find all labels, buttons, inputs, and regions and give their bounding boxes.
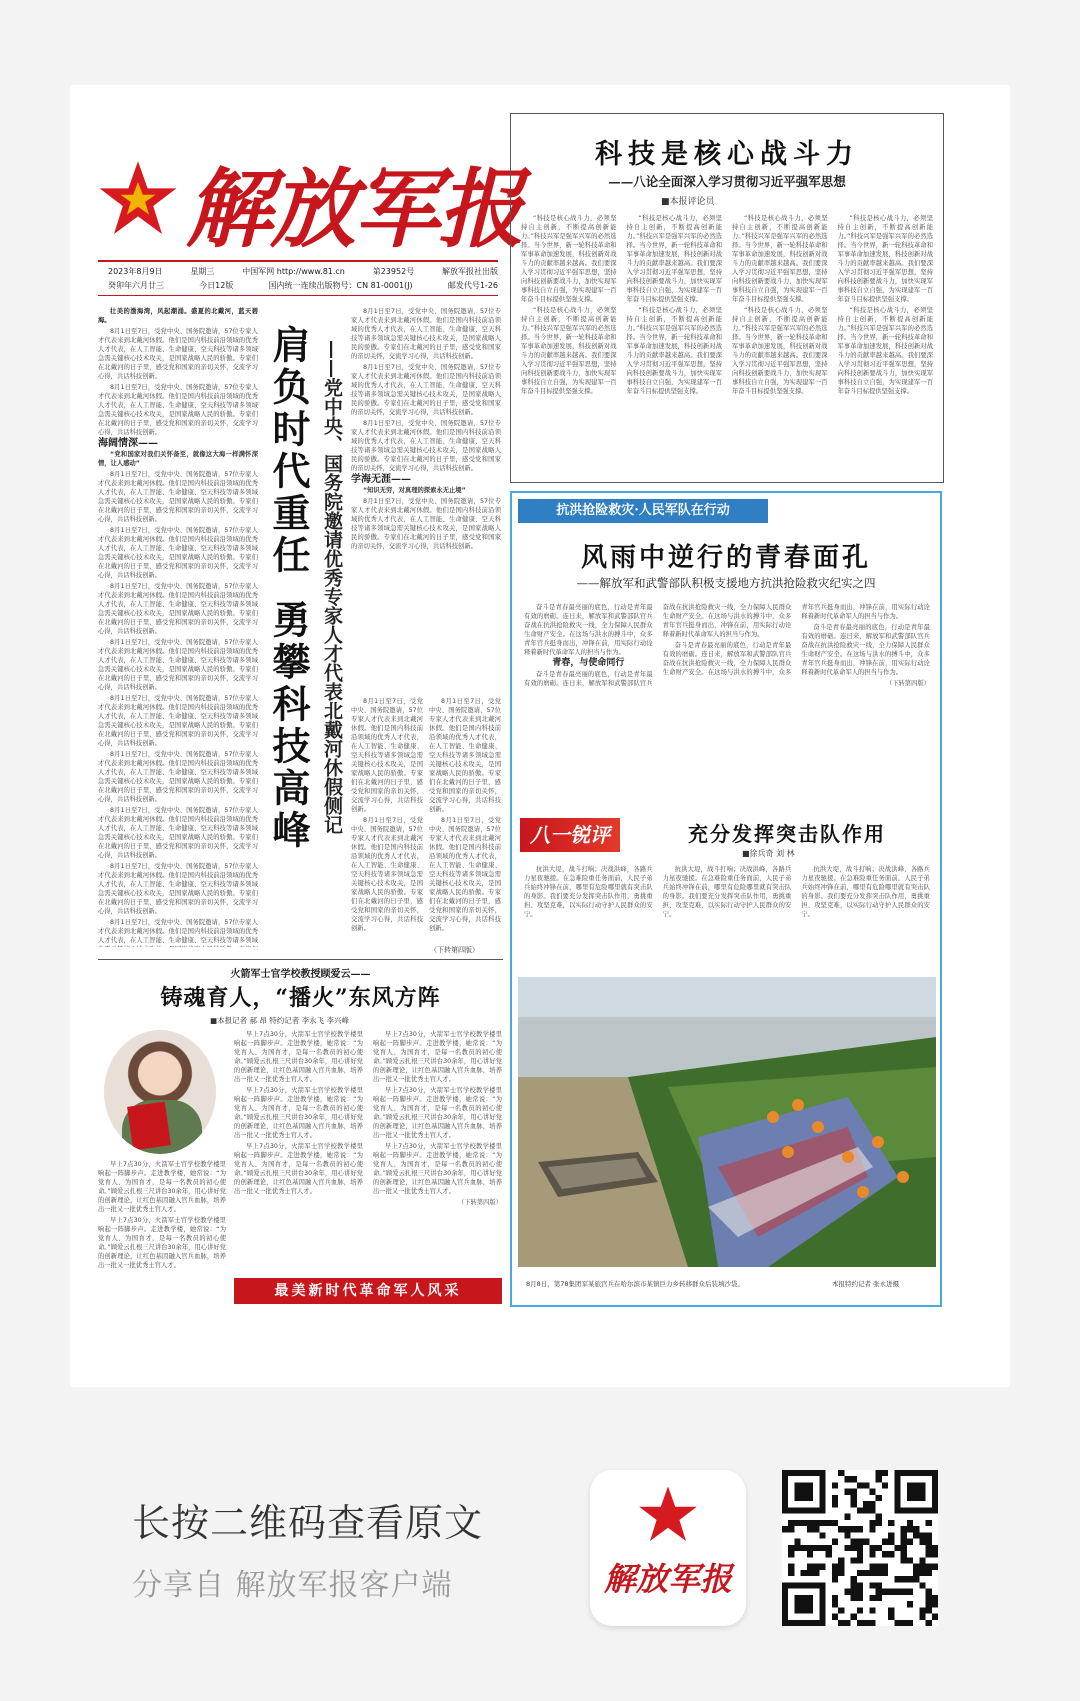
- postal-code: 邮发代号1-26: [447, 281, 498, 290]
- masthead-info: [108, 265, 498, 293]
- photo-caption: 8月8日，第78集团军某旅官兵在哈尔滨市某镇巨力乡转移群众后装填沙袋。: [526, 1280, 745, 1288]
- qr-code[interactable]: [782, 1470, 938, 1626]
- rocket-body-left: 早上7点30分，火箭军士官学校教学楼里响起一阵脚步声。走进教学楼，她常说：“为党育人、为国育才，是每一名教员的初心使命。”顾爱云扎根三尺讲台30余年，用心讲好党的创新理论，让红色基因融入官兵血脉，培养出一批又一批优秀士官人才。 早上7点30分，火箭军士官学校教学楼里响起一阵脚步声。走进教学楼，她常说：“为党育人、为国育才，是每一名教员的初心使命。”顾爱云扎根三尺讲台30余年，用心讲好党的创新理论，让红色基因融入官兵血脉，培养出一批又一批优秀士官人才。: [98, 1161, 226, 1269]
- rocket-byline: ■本报记者 郝 昂 特约记者 李永飞 李兴峰: [210, 1016, 350, 1025]
- app-name: 解放军报: [603, 1560, 732, 1598]
- sidebar-quote-1: “党和国家对我们关怀备至，就像这大海一样满怀深情，让人感动”: [98, 451, 258, 467]
- page-count: 今日12版: [199, 281, 234, 290]
- app-icon[interactable]: [590, 1470, 746, 1626]
- masthead-title: 解放军报: [186, 159, 522, 260]
- cn-number: 国内统一连续出版物号：CN 81-0001(J): [268, 281, 413, 290]
- commentary-byline: ■本报评论员: [661, 197, 715, 207]
- qr-code-icon: [782, 1470, 938, 1626]
- issue-number: 第23952号: [372, 267, 415, 276]
- photo-credit: 本报特约记者 张永进摄: [832, 1280, 900, 1288]
- commentary-box: [510, 113, 944, 483]
- masthead: [98, 130, 522, 270]
- sidebar-head-1: 海阔情深——: [98, 438, 158, 449]
- lead-headline-1: 肩负时代重任: [266, 325, 311, 577]
- lead-lower-columns: 8月1日至7日，受党中央、国务院邀请，57位专家人才代表来到北戴河休假。他们是国内科技前沿领域的优秀人才代表，在人工智能、生命健康、空天科技等诸多领域急需关键核心技术攻关，是国家战略人民的骄傲。专家们在北戴河的日子里，感受党和国家的亲切关怀，交流学习心得，共话科技创新。 8月1日至7日，受党中央、国务院邀请，57位专家人才代表来到北戴河休假。他们是国内科技前沿领域的优秀人才代表，在人工智能、生命健康、空天科技等诸多领域急需关键核心技术攻关，是国家战略人民的骄傲。专家们在北戴河的日子里，感受党和国家的亲切关怀，交流学习心得，共话科技创新。 8月1日至7日，受党中央、国务院邀请，57位专家人才代表来到北戴河休假。他们是国内科技前沿领域的优秀人才代表，在人工智能、生命健康、空天科技等诸多领域急需关键核心技术攻关，是国家战略人民的骄傲。专家们在北戴河的日子里，感受党和国家的亲切关怀，交流学习心得，共话科技创新。 8月1日至7日，受党中央、国务院邀请，57位专家人才代表来到北戴河休假。他们是国内科技前沿领域的优秀人才代表，在人工智能、生命健康、空天科技等诸多领域急需关键核心技术攻关，是国家战略人民的骄傲。专家们在北戴河的日子里，感受党和国家的亲切关怀，交流学习心得，共话科技创新。: [351, 698, 501, 932]
- red-star-icon: [638, 1484, 698, 1544]
- lead-mid-column: 8月1日至7日，受党中央、国务院邀请，57位专家人才代表来到北戴河休假。他们是国内科技前沿领域的优秀人才代表，在人工智能、生命健康、空天科技等诸多领域急需关键核心技术攻关，是国家战略人民的骄傲。专家们在北戴河的日子里，感受党和国家的亲切关怀，交流学习心得，共话科技创新。 8月1日至7日，受党中央、国务院邀请，57位专家人才代表来到北戴河休假。他们是国内科技前沿领域的优秀人才代表，在人工智能、生命健康、空天科技等诸多领域急需关键核心技术攻关，是国家战略人民的骄傲。专家们在北戴河的日子里，感受党和国家的亲切关怀，交流学习心得，共话科技创新。 8月1日至7日，受党中央、国务院邀请，57位专家人才代表来到北戴河休假。他们是国内科技前沿领域的优秀人才代表，在人工智能、生命健康、空天科技等诸多领域急需关键核心技术攻关，是国家战略人民的骄傲。专家们在北戴河的日子里，感受党和国家的亲切关怀，交流学习心得，共话科技创新。 学海无涯—— “知识无穷，对真理的探索永无止境” 8月1日至7日，受党中央、国务院邀请，57位专家人才代表来到北戴河休假。他们是国内科技前沿领域的优秀人才代表，在人工智能、生命健康、空天科技等诸多领域急需关键核心技术攻关，是国家战略人民的骄傲。专家们在北戴河的日子里，感受党和国家的亲切关怀，交流学习心得，共话科技创新。: [351, 308, 501, 550]
- rocket-footer-banner: 最美新时代革命军人风采: [234, 1278, 502, 1304]
- rocket-body-right: 早上7点30分，火箭军士官学校教学楼里响起一阵脚步声。走进教学楼，她常说：“为党育人、为国育才，是每一名教员的初心使命。”顾爱云扎根三尺讲台30余年，用心讲好党的创新理论，让红色基因融入官兵血脉，培养出一批又一批优秀士官人才。 早上7点30分，火箭军士官学校教学楼里响起一阵脚步声。走进教学楼，她常说：“为党育人、为国育才，是每一名教员的初心使命。”顾爱云扎根三尺讲台30余年，用心讲好党的创新理论，让红色基因融入官兵血脉，培养出一批又一批优秀士官人才。 早上7点30分，火箭军士官学校教学楼里响起一阵脚步声。走进教学楼，她常说：“为党育人、为国育才，是每一名教员的初心使命。”顾爱云扎根三尺讲台30余年，用心讲好党的创新理论，让红色基因融入官兵血脉，培养出一批又一批优秀士官人才。 早上7点30分，火箭军士官学校教学楼里响起一阵脚步声。走进教学楼，她常说：“为党育人、为国育才，是每一名教员的初心使命。”顾爱云扎根三尺讲台30余年，用心讲好党的创新理论，让红色基因融入官兵血脉，培养出一批又一批优秀士官人才。 早上7点30分，火箭军士官学校教学楼里响起一阵脚步声。走进教学楼，她常说：“为党育人、为国育才，是每一名教员的初心使命。”顾爱云扎根三尺讲台30余年，用心讲好党的创新理论，让红色基因融入官兵血脉，培养出一批又一批优秀士官人才。 早上7点30分，火箭军士官学校教学楼里响起一阵脚步声。走进教学楼，她常说：“为党育人、为国育才，是每一名教员的初心使命。”顾爱云扎根三尺讲台30余年，用心讲好党的创新理论，让红色基因融入官兵血脉，培养出一批又一批优秀士官人才。 （下转第四版）: [234, 1031, 502, 1206]
- commentary-body: “科技是核心战斗力，必须坚持自主创新，不断提高创新能力。”科技兴军是强军兴军的必然选择。当今世界，新一轮科技革命和军事革命加速发展，科技创新对战斗力的贡献率越来越高。我们要深入学习贯彻习近平强军思想，坚持向科技创新要战斗力，加快实现军事科技自立自强，为实现建军一百年奋斗目标提供坚强支撑。 “科技是核心战斗力，必须坚持自主创新，不断提高创新能力。”科技兴军是强军兴军的必然选择。当今世界，新一轮科技革命和军事革命加速发展，科技创新对战斗力的贡献率越来越高。我们要深入学习贯彻习近平强军思想，坚持向科技创新要战斗力，加快实现军事科技自立自强，为实现建军一百年奋斗目标提供坚强支撑。 “科技是核心战斗力，必须坚持自主创新，不断提高创新能力。”科技兴军是强军兴军的必然选择。当今世界，新一轮科技革命和军事革命加速发展，科技创新对战斗力的贡献率越来越高。我们要深入学习贯彻习近平强军思想，坚持向科技创新要战斗力，加快实现军事科技自立自强，为实现建军一百年奋斗目标提供坚强支撑。 “科技是核心战斗力，必须坚持自主创新，不断提高创新能力。”科技兴军是强军兴军的必然选择。当今世界，新一轮科技革命和军事革命加速发展，科技创新对战斗力的贡献率越来越高。我们要深入学习贯彻习近平强军思想，坚持向科技创新要战斗力，加快实现军事科技自立自强，为实现建军一百年奋斗目标提供坚强支撑。 “科技是核心战斗力，必须坚持自主创新，不断提高创新能力。”科技兴军是强军兴军的必然选择。当今世界，新一轮科技革命和军事革命加速发展，科技创新对战斗力的贡献率越来越高。我们要深入学习贯彻习近平强军思想，坚持向科技创新要战斗力，加快实现军事科技自立自强，为实现建军一百年奋斗目标提供坚强支撑。 “科技是核心战斗力，必须坚持自主创新，不断提高创新能力。”科技兴军是强军兴军的必然选择。当今世界，新一轮科技革命和军事革命加速发展，科技创新对战斗力的贡献率越来越高。我们要深入学习贯彻习近平强军思想，坚持向科技创新要战斗力，加快实现军事科技自立自强，为实现建军一百年奋斗目标提供坚强支撑。 “科技是核心战斗力，必须坚持自主创新，不断提高创新能力。”科技兴军是强军兴军的必然选择。当今世界，新一轮科技革命和军事革命加速发展，科技创新对战斗力的贡献率越来越高。我们要深入学习贯彻习近平强军思想，坚持向科技创新要战斗力，加快实现军事科技自立自强，为实现建军一百年奋斗目标提供坚强支撑。 “科技是核心战斗力，必须坚持自主创新，不断提高创新能力。”科技兴军是强军兴军的必然选择。当今世界，新一轮科技革命和军事革命加速发展，科技创新对战斗力的贡献率越来越高。我们要深入学习贯彻习近平强军思想，坚持向科技创新要战斗力，加快实现军事科技自立自强，为实现建军一百年奋斗目标提供坚强支撑。: [521, 215, 933, 395]
- yirui-badge: 八一锐评: [520, 818, 620, 852]
- flood-section-title: 青春，与使命同行: [552, 658, 625, 668]
- flood-body: 奋斗是青春最亮丽的底色，行动是青年最有效的磨砺。连日来，解放军和武警部队官兵奋战在抗洪抢险救灾一线，全力保障人民群众生命财产安全。在这场与洪水的搏斗中，众多青年官兵挺身而出，冲锋在前，用实际行动诠释着新时代革命军人的担当与作为。 青春，与使命同行 奋斗是青春最亮丽的底色，行动是青年最有效的磨砺。连日来，解放军和武警部队官兵奋战在抗洪抢险救灾一线，全力保障人民群众生命财产安全。在这场与洪水的搏斗中，众多青年官兵挺身而出，冲锋在前，用实际行动诠释着新时代革命军人的担当与作为。 奋斗是青春最亮丽的底色，行动是青年最有效的磨砺。连日来，解放军和武警部队官兵奋战在抗洪抢险救灾一线，全力保障人民群众生命财产安全。在这场与洪水的搏斗中，众多青年官兵挺身而出，冲锋在前，用实际行动诠释着新时代革命军人的担当与作为。 奋斗是青春最亮丽的底色，行动是青年最有效的磨砺。连日来，解放军和武警部队官兵奋战在抗洪抢险救灾一线，全力保障人民群众生命财产安全。在这场与洪水的搏斗中，众多青年官兵挺身而出，冲锋在前，用实际行动诠释着新时代革命军人的担当与作为。 （下转第四版）: [524, 604, 930, 687]
- teacher-portrait: [104, 1030, 216, 1154]
- lead-deck: ——党中央、国务院邀请优秀专家人才代表北戴河休假侧记: [321, 340, 343, 834]
- lunar-date: 癸卯年六月廿三: [108, 281, 164, 290]
- lead-intro: 壮美的渤海湾，风起潮涌。盛夏的北戴河，蓝天碧海。: [98, 308, 258, 324]
- issue-weekday: 星期三: [190, 267, 215, 276]
- issue-date: 2023年8月9日: [108, 267, 163, 276]
- lead-left-column: 壮美的渤海湾，风起潮涌。盛夏的北戴河，蓝天碧海。 8月1日至7日，受党中央、国务院邀请，57位专家人才代表来到北戴河休假。他们是国内科技前沿领域的优秀人才代表，在人工智能、生命健康、空天科技等诸多领域急需关键核心技术攻关，是国家战略人民的骄傲。专家们在北戴河的日子里，感受党和国家的亲切关怀，交流学习心得，共话科技创新。 8月1日至7日，受党中央、国务院邀请，57位专家人才代表来到北戴河休假。他们是国内科技前沿领域的优秀人才代表，在人工智能、生命健康、空天科技等诸多领域急需关键核心技术攻关，是国家战略人民的骄傲。专家们在北戴河的日子里，感受党和国家的亲切关怀，交流学习心得，共话科技创新。 海阔情深—— “党和国家对我们关怀备至，就像这大海一样满怀深情，让人感动” 8月1日至7日，受党中央、国务院邀请，57位专家人才代表来到北戴河休假。他们是国内科技前沿领域的优秀人才代表，在人工智能、生命健康、空天科技等诸多领域急需关键核心技术攻关，是国家战略人民的骄傲。专家们在北戴河的日子里，感受党和国家的亲切关怀，交流学习心得，共话科技创新。 8月1日至7日，受党中央、国务院邀请，57位专家人才代表来到北戴河休假。他们是国内科技前沿领域的优秀人才代表，在人工智能、生命健康、空天科技等诸多领域急需关键核心技术攻关，是国家战略人民的骄傲。专家们在北戴河的日子里，感受党和国家的亲切关怀，交流学习心得，共话科技创新。 8月1日至7日，受党中央、国务院邀请，57位专家人才代表来到北戴河休假。他们是国内科技前沿领域的优秀人才代表，在人工智能、生命健康、空天科技等诸多领域急需关键核心技术攻关，是国家战略人民的骄傲。专家们在北戴河的日子里，感受党和国家的亲切关怀，交流学习心得，共话科技创新。 8月1日至7日，受党中央、国务院邀请，57位专家人才代表来到北戴河休假。他们是国内科技前沿领域的优秀人才代表，在人工智能、生命健康、空天科技等诸多领域急需关键核心技术攻关，是国家战略人民的骄傲。专家们在北戴河的日子里，感受党和国家的亲切关怀，交流学习心得，共话科技创新。 8月1日至7日，受党中央、国务院邀请，57位专家人才代表来到北戴河休假。他们是国内科技前沿领域的优秀人才代表，在人工智能、生命健康、空天科技等诸多领域急需关键核心技术攻关，是国家战略人民的骄傲。专家们在北戴河的日子里，感受党和国家的亲切关怀，交流学习心得，共话科技创新。 8月1日至7日，受党中央、国务院邀请，57位专家人才代表来到北戴河休假。他们是国内科技前沿领域的优秀人才代表，在人工智能、生命健康、空天科技等诸多领域急需关键核心技术攻关，是国家战略人民的骄傲。专家们在北戴河的日子里，感受党和国家的亲切关怀，交流学习心得，共话科技创新。 8月1日至7日，受党中央、国务院邀请，57位专家人才代表来到北戴河休假。他们是国内科技前沿领域的优秀人才代表，在人工智能、生命健康、空天科技等诸多领域急需关键核心技术攻关，是国家战略人民的骄傲。专家们在北戴河的日子里，感受党和国家的亲切关怀，交流学习心得，共话科技创新。 8月1日至7日，受党中央、国务院邀请，57位专家人才代表来到北戴河休假。他们是国内科技前沿领域的优秀人才代表，在人工智能、生命健康、空天科技等诸多领域急需关键核心技术攻关，是国家战略人民的骄傲。专家们在北戴河的日子里，感受党和国家的亲切关怀，交流学习心得，共话科技创新。 8月1日至7日，受党中央、国务院邀请，57位专家人才代表来到北戴河休假。他们是国内科技前沿领域的优秀人才代表，在人工智能、生命健康、空天科技等诸多领域: [98, 308, 258, 944]
- yirui-body: 抗洪大堤，战斗打响；决战洪峰，各路兵力星夜驰援。在急难险重任务面前，人民子弟兵始终冲锋在前，哪里有危险哪里就有突击队的身影。我们要充分发挥突击队作用，勇挑重担、攻坚克难，以实际行动守护人民群众的安宁。 抗洪大堤，战斗打响；决战洪峰，各路兵力星夜驰援。在急难险重任务面前，人民子弟兵始终冲锋在前，哪里有危险哪里就有突击队的身影。我们要充分发挥突击队作用，勇挑重担、攻坚克难，以实际行动守护人民群众的安宁。 抗洪大堤，战斗打响；决战洪峰，各路兵力星夜驰援。在急难险重任务面前，人民子弟兵始终冲锋在前，哪里有危险哪里就有突击队的身影。我们要充分发挥突击队作用，勇挑重担、攻坚克难，以实际行动守护人民群众的安宁。: [524, 866, 930, 918]
- rocket-headline: 铸魂育人，“播火”东风方阵: [160, 985, 441, 1011]
- red-star-logo: [98, 158, 178, 238]
- newspaper-page: [70, 85, 1010, 1387]
- publisher: 解放军报社出版: [442, 267, 498, 276]
- lead-headline-2: 勇攀科技高峰: [266, 600, 311, 852]
- website: 中国军网 http://www.81.cn: [242, 267, 345, 276]
- rocket-kicker: 火箭军士官学校教授顾爱云——: [230, 969, 371, 980]
- flood-headline: 风雨中逆行的青春面孔: [580, 543, 871, 573]
- flood-banner: 抗洪抢险救灾·人民军队在行动: [518, 499, 768, 523]
- flood-photo: [518, 977, 936, 1267]
- share-from: 分享自 解放军报客户端: [132, 1568, 453, 1603]
- commentary-subhead: ——八论全面深入学习贯彻习近平强军思想: [608, 174, 846, 189]
- sidebar-quote-2: “知识无穷，对真理的探索永无止境”: [363, 487, 466, 494]
- red-book: [127, 1102, 171, 1151]
- qr-prompt: 长按二维码查看原文: [132, 1501, 484, 1545]
- sidebar-head-2: 学海无涯——: [351, 474, 411, 485]
- flood-subhead: ——解放军和武警部队积极支援地方抗洪抢险救灾纪实之四: [576, 576, 876, 590]
- yirui-headline: 充分发挥突击队作用: [688, 822, 886, 846]
- flood-frame: [510, 491, 942, 1307]
- lead-continued: （下转第四版）: [430, 946, 479, 954]
- commentary-headline: 科技是核心战斗力: [595, 139, 859, 170]
- yirui-byline: ■徐兵奇 刘 林: [742, 849, 795, 858]
